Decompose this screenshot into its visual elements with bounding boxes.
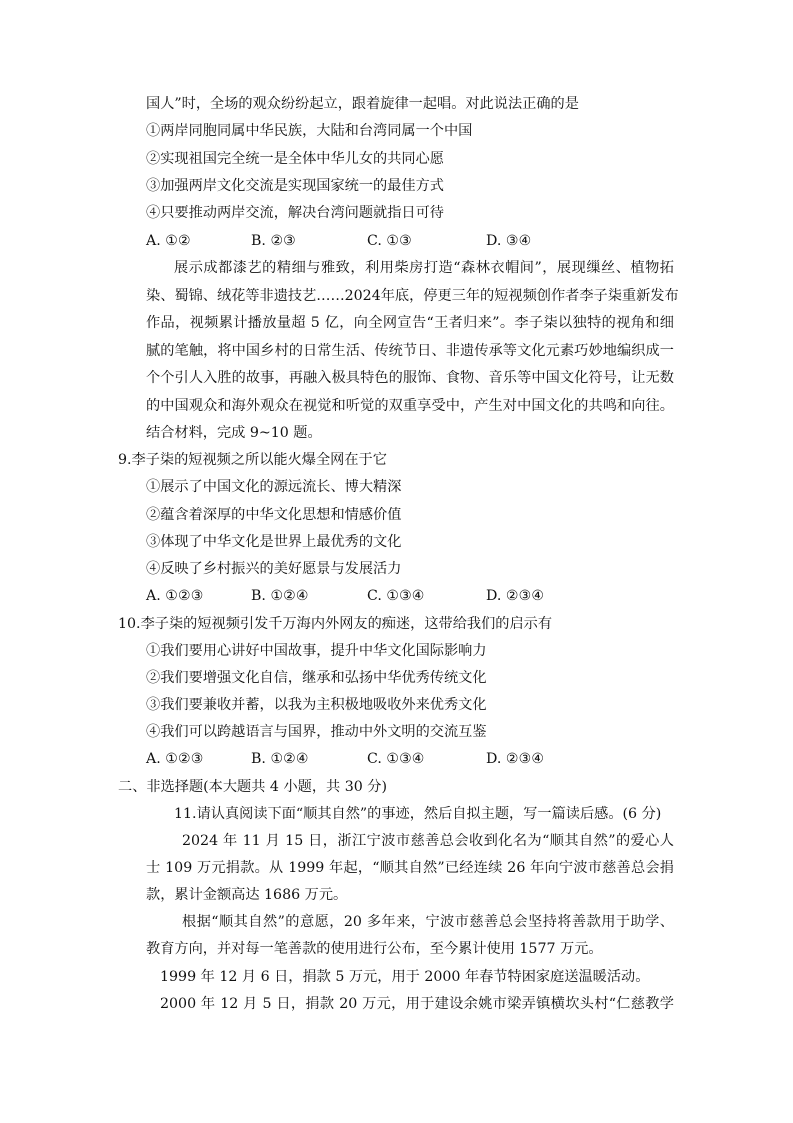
- q8-options: [146, 231, 666, 251]
- q11-stem: 11.请认真阅读下面“顺其自然”的事迹，然后自拟主题，写一篇读后感。(6 分): [174, 806, 662, 822]
- q8-statement-1: ①两岸同胞同属中华民族，大陆和台湾同属一个中国: [146, 123, 473, 139]
- q11-p3: 1999 年 12 月 6 日，捐款 5 万元，用于 2000 年春节特困家庭送温暖活动。: [160, 969, 650, 985]
- q10-options: [146, 749, 666, 769]
- material-line-3: 作品，视频累计播放量超 5 亿，向全网宣告“王者归来”。李子柒以独特的视角和细: [146, 315, 674, 331]
- material-line-1: 展示成都漆艺的精细与雅致，利用柴房打造“森林衣帽间”，展现缫丝、植物拓: [174, 260, 674, 276]
- q9-option-c: C. ①③④: [367, 588, 425, 604]
- q9-stem: 9.李子柒的短视频之所以能火爆全网在于它: [118, 452, 387, 468]
- q9-option-a: A. ①②③: [146, 588, 204, 604]
- q11-p1-line-2: 士 109 万元捐款。从 1999 年起，“顺其自然”已经连续 26 年向宁波市慈善总会捐: [146, 860, 674, 876]
- q8-option-d: D. ③④: [486, 233, 532, 249]
- q11-p2-line-1: 根据“顺其自然”的意愿，20 多年来，宁波市慈善总会坚持将善款用于助学、: [182, 914, 674, 930]
- q8-option-b: B. ②③: [251, 233, 296, 249]
- q10-option-a: A. ①②③: [146, 751, 204, 767]
- q8-option-a: A. ①②: [146, 233, 191, 249]
- q9-statement-4: ④反映了乡村振兴的美好愿景与发展活力: [146, 561, 402, 577]
- q8-statement-2: ②实现祖国完全统一是全体中华儿女的共同心愿: [146, 151, 444, 167]
- q10-statement-4: ④我们可以跨越语言与国界，推动中外文明的交流互鉴: [146, 724, 487, 740]
- material-line-5: 个个引人入胜的故事，再融入极具特色的服饰、食物、音乐等中国文化符号，让无数: [146, 370, 674, 386]
- q9-statement-3: ③体现了中华文化是世界上最优秀的文化: [146, 534, 402, 550]
- q9-option-d: D. ②③④: [486, 588, 545, 604]
- q10-statement-2: ②我们要增强文化自信，继承和弘扬中华优秀传统文化: [146, 670, 487, 686]
- q10-statement-1: ①我们要用心讲好中国故事，提升中华文化国际影响力: [146, 643, 487, 659]
- q10-statement-3: ③我们要兼收并蓄，以我为主积极地吸收外来优秀文化: [146, 697, 487, 713]
- material-line-2: 染、蜀锦、绒花等非遗技艺……2024年底，停更三年的短视频创作者李子柒重新发布: [146, 288, 679, 304]
- q10-option-c: C. ①③④: [367, 751, 425, 767]
- q11-p4: 2000 年 12 月 5 日，捐款 20 万元，用于建设余姚市梁弄镇横坎头村“仁慈教学: [160, 996, 674, 1012]
- q11-p1-line-1: 2024 年 11 月 15 日，浙江宁波市慈善总会收到化名为“顺其自然”的爱心人: [182, 833, 674, 849]
- q9-option-b: B. ①②④: [251, 588, 309, 604]
- q9-statement-2: ②蕴含着深厚的中华文化思想和情感价值: [146, 507, 402, 523]
- q8-stem-tail: 国人”时，全场的观众纷纷起立，跟着旋律一起唱。对此说法正确的是: [146, 96, 579, 112]
- section-2-heading: 二、非选择题(本大题共 4 小题，共 30 分): [118, 779, 388, 795]
- material-instruction: 结合材料，完成 9~10 题。: [146, 425, 322, 441]
- material-line-6: 的中国观众和海外观众在视觉和听觉的双重享受中，产生对中国文化的共鸣和向往。: [146, 398, 674, 414]
- q8-option-c: C. ①③: [367, 233, 412, 249]
- q8-statement-4: ④只要推动两岸交流，解决台湾问题就指日可待: [146, 205, 444, 221]
- q10-stem: 10.李子柒的短视频引发千万海内外网友的痴迷，这带给我们的启示有: [118, 616, 553, 632]
- q9-options: [146, 586, 666, 606]
- q10-option-d: D. ②③④: [486, 751, 545, 767]
- q11-p1-line-3: 款，累计金额高达 1686 万元。: [146, 887, 348, 903]
- q11-p2-line-2: 教育方向，并对每一笔善款的使用进行公布，至今累计使用 1577 万元。: [146, 941, 603, 957]
- q8-statement-3: ③加强两岸文化交流是实现国家统一的最佳方式: [146, 178, 444, 194]
- q9-statement-1: ①展示了中国文化的源远流长、博大精深: [146, 479, 402, 495]
- q10-option-b: B. ①②④: [251, 751, 309, 767]
- material-line-4: 腻的笔触，将中国乡村的日常生活、传统节日、非遗传承等文化元素巧妙地编织成一: [146, 343, 674, 359]
